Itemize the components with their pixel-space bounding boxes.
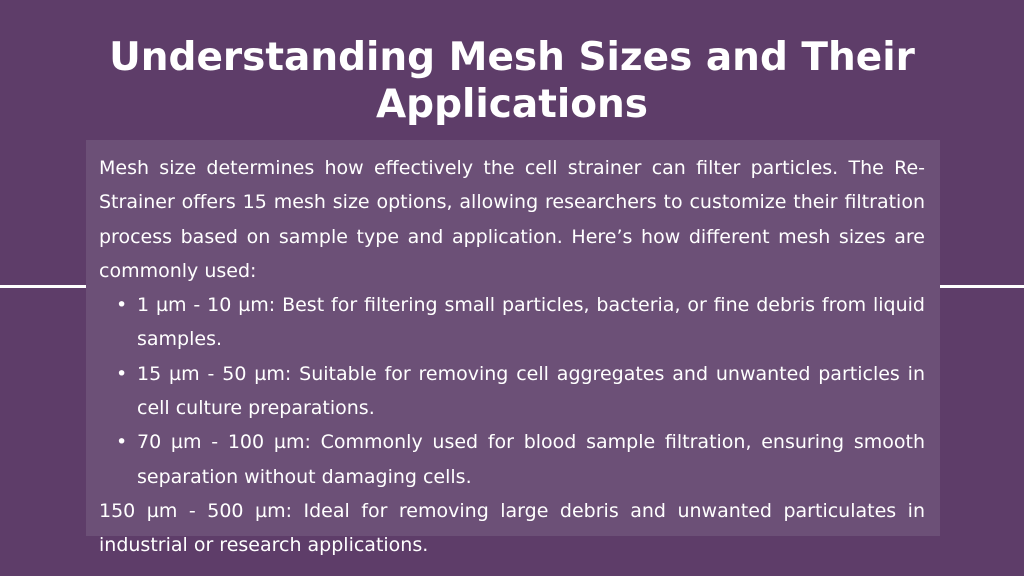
list-item-text: 70 µm - 100 µm: Commonly used for blood sample filtration, ensuring smooth separation without damaging cells. [137, 431, 925, 488]
bullet-icon: • [116, 431, 128, 454]
mesh-size-list [99, 288, 925, 494]
intro-paragraph: Mesh size determines how effectively the cell strainer can filter particles. The Re-Strainer offers 15 mesh size options, allowing researchers to customize their filtration process based on sample type and application. Here’s how different mesh sizes are commonly used: [99, 157, 925, 282]
list-item-text: 15 µm - 50 µm: Suitable for removing cell aggregates and unwanted particles in cell culture preparations. [137, 362, 925, 420]
list-item [99, 425, 925, 494]
bullet-icon: • [116, 294, 128, 317]
divider-line-right [938, 285, 1024, 288]
slide-title: Understanding Mesh Sizes and Their Applications [109, 35, 915, 127]
closing-paragraph: 150 µm - 500 µm: Ideal for removing large debris and unwanted particulates in industrial or research applications. [99, 499, 925, 557]
body-text [99, 151, 925, 563]
list-item [99, 357, 925, 426]
list-item [99, 288, 925, 357]
divider-line-left [0, 285, 86, 288]
list-item-text: 1 µm - 10 µm: Best for filtering small particles, bacteria, or fine debris from liquid samples. [137, 294, 925, 351]
bullet-icon: • [116, 362, 128, 385]
